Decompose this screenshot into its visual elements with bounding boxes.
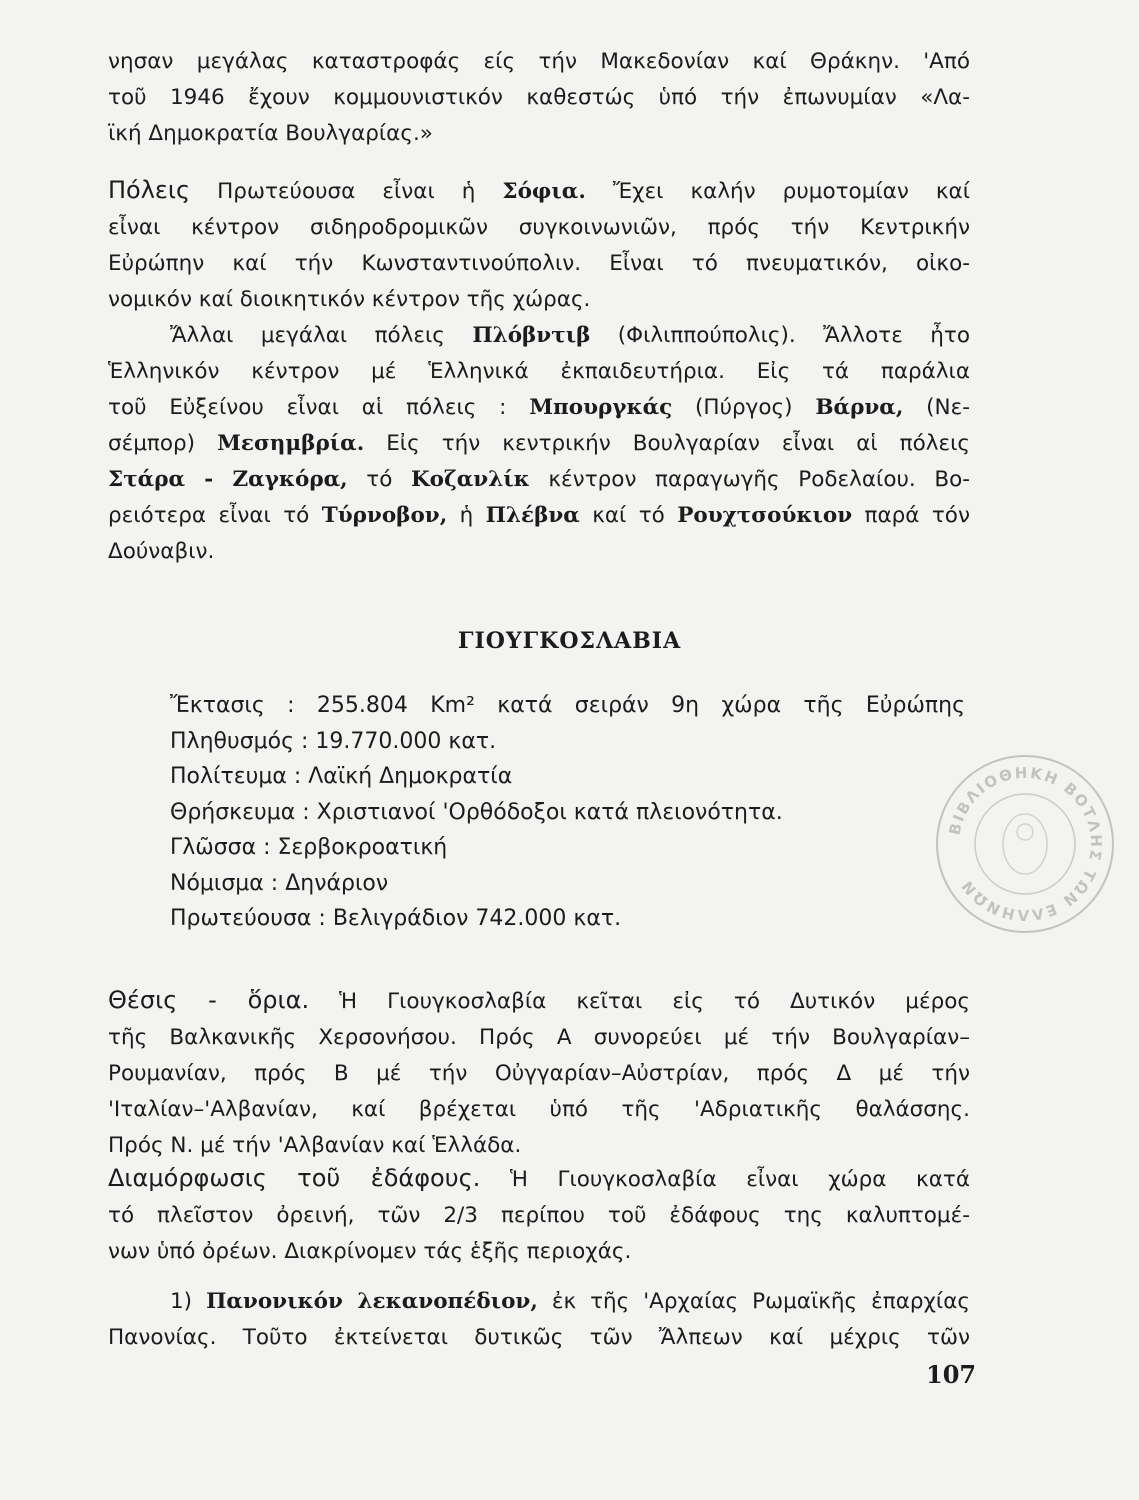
library-stamp-icon: [933, 752, 1117, 936]
text-line: νων ὑπό ὀρέων. Διακρίνομεν τάς ἑξῆς περιοχάς.: [108, 1239, 632, 1264]
text-line: Πανονίας. Τοῦτο ἐκτείνεται δυτικῶς τῶν Ἄλπεων καί μέχρις τῶν: [108, 1325, 970, 1350]
city-tarnovo: Τύρνοβον,: [321, 503, 448, 528]
terrain-heading: Διαμόρφωσις τοῦ ἐδάφους.: [108, 1164, 481, 1192]
fact-language: Γλῶσσα : Σερβοκροατική: [170, 835, 448, 860]
fact-government: Πολίτευμα : Λαϊκή Δημοκρατία: [170, 764, 513, 789]
text-line: Διαμόρφωσις τοῦ ἐδάφους. Ἡ Γιουγκοσλαβία εἶναι χώρα κατά: [108, 1164, 971, 1192]
text-line: ϊκή Δημοκρατία Βουλγαρίας.»: [108, 121, 433, 146]
text-line: Ἄλλαι μεγάλαι πόλεις Πλόβντιβ (Φιλιππούπολις). Ἄλλοτε ἦτο: [170, 323, 970, 348]
fact-capital: Πρωτεύουσα : Βελιγράδιον 742.000 κατ.: [170, 906, 622, 931]
text-line: σέμπορ) Μεσημβρία. Εἰς τήν κεντρικήν Βουλγαρίαν εἶναι αἱ πόλεις: [108, 431, 970, 456]
text-line: Πρός Ν. μέ τήν 'Αλβανίαν καί Ἑλλάδα.: [108, 1133, 522, 1158]
text-line: Στάρα - Ζαγκόρα, τό Κοζανλίκ κέντρον παραγωγῆς Ροδελαίου. Βο-: [108, 467, 970, 492]
text-line: Θέσις - ὅρια. Ἡ Γιουγκοσλαβία κεῖται εἰς τό Δυτικόν μέρος: [108, 986, 970, 1014]
city-mesimvria: Μεσημβρία.: [217, 431, 365, 456]
city-kazanlak: Κοζανλίκ: [410, 467, 530, 492]
position-heading: Θέσις - ὅρια.: [108, 986, 310, 1014]
text-line: Δούναβιν.: [108, 539, 215, 564]
stamp-text: ΒΙΒΛΙΟΘΗΚΗ ΒΟΤΛΗΣ ΤΩΝ ΕΛΛΗΝΩΝ: [945, 763, 1106, 925]
fact-population: Πληθυσμός : 19.770.000 κατ.: [170, 728, 497, 754]
text-line: Ρουμανίαν, πρός Β μέ τήν Οὐγγαρίαν–Αὐστρίαν, πρός Δ μέ τήν: [108, 1061, 970, 1086]
text-line: Ἑλληνικόν κέντρον μέ Ἑλληνικά ἐκπαιδευτήρια. Εἰς τά παράλια: [108, 359, 970, 384]
terrain-section: [108, 1160, 970, 1270]
page-number: 107: [926, 1360, 977, 1389]
city-ruse: Ρουχτσούκιον: [677, 503, 853, 528]
text-line: τῆς Βαλκανικῆς Χερσονήσου. Πρός Α συνορεύει μέ τήν Βουλγαρίαν–: [108, 1025, 970, 1050]
text-line: Πόλεις Πρωτεύουσα εἶναι ἡ Σόφια. Ἔχει καλήν ρυμοτομίαν καί: [108, 176, 970, 204]
country-facts: [170, 688, 965, 937]
text-line: τοῦ Εὐξείνου εἶναι αἱ πόλεις : Μπουργκάς (Πύργος) Βάρνα, (Νε-: [108, 395, 970, 420]
cities-heading: Πόλεις: [108, 176, 191, 204]
city-varna: Βάρνα,: [815, 395, 904, 420]
text-line: 1) Πανονικόν λεκανοπέδιον, ἐκ τῆς 'Αρχαίας Ρωμαϊκῆς ἐπαρχίας: [170, 1289, 970, 1314]
fact-religion: Θρήσκευμα : Χριστιανοί 'Ορθόδοξοι κατά πλειονότητα.: [170, 799, 783, 825]
city-stara-zagora: Στάρα - Ζαγκόρα,: [108, 467, 348, 492]
text-line: ρειότερα εἶναι τό Τύρνοβον, ἡ Πλέβνα καί τό Ρουχτσούκιον παρά τόν: [108, 503, 970, 528]
intro-paragraph: [108, 44, 970, 152]
pannonian-section: [108, 1284, 970, 1356]
country-title: ΓΙΟΥΓΚΟΣΛΑΒΙΑ: [457, 628, 682, 654]
text-line: νομικόν καί διοικητικόν κέντρον τῆς χώρας.: [108, 287, 591, 312]
fact-currency: Νόμισμα : Δηνάριον: [170, 870, 389, 896]
text-line: τοῦ 1946 ἔχουν κομμουνιστικόν καθεστώς ὑπό τήν ἐπωνυμίαν «Λα-: [108, 85, 970, 110]
city-sofia: Σόφια.: [502, 179, 586, 204]
text-line: τό πλεῖστον ὀρεινή, τῶν 2/3 περίπου τοῦ ἐδάφους της καλυπτομέ-: [108, 1203, 970, 1228]
term-pannonian-basin: Πανονικόν λεκανοπέδιον,: [206, 1289, 538, 1314]
city-pleven: Πλέβνα: [485, 503, 580, 528]
city-plovdiv: Πλόβντιβ: [472, 323, 591, 348]
text-line: Εὐρώπην καί τήν Κωνσταντινούπολιν. Εἶναι τό πνευματικόν, οἰκο-: [108, 251, 970, 276]
text-line: εἶναι κέντρον σιδηροδρομικῶν συγκοινωνιῶν, πρός τήν Κεντρικήν: [108, 215, 970, 240]
fact-area: Ἔκτασις : 255.804 Km² κατά σειράν 9η χώρα τῆς Εὐρώπης: [170, 693, 965, 718]
cities-section: [108, 172, 970, 570]
text-line: 'Ιταλίαν–'Αλβανίαν, καί βρέχεται ὑπό τῆς 'Αδριατικῆς θαλάσσης.: [108, 1097, 970, 1122]
text-line: νησαν μεγάλας καταστροφάς είς τήν Μακεδονίαν καί Θράκην. 'Από: [108, 49, 970, 74]
position-section: [108, 982, 970, 1164]
city-burgas: Μπουργκάς: [529, 395, 673, 420]
